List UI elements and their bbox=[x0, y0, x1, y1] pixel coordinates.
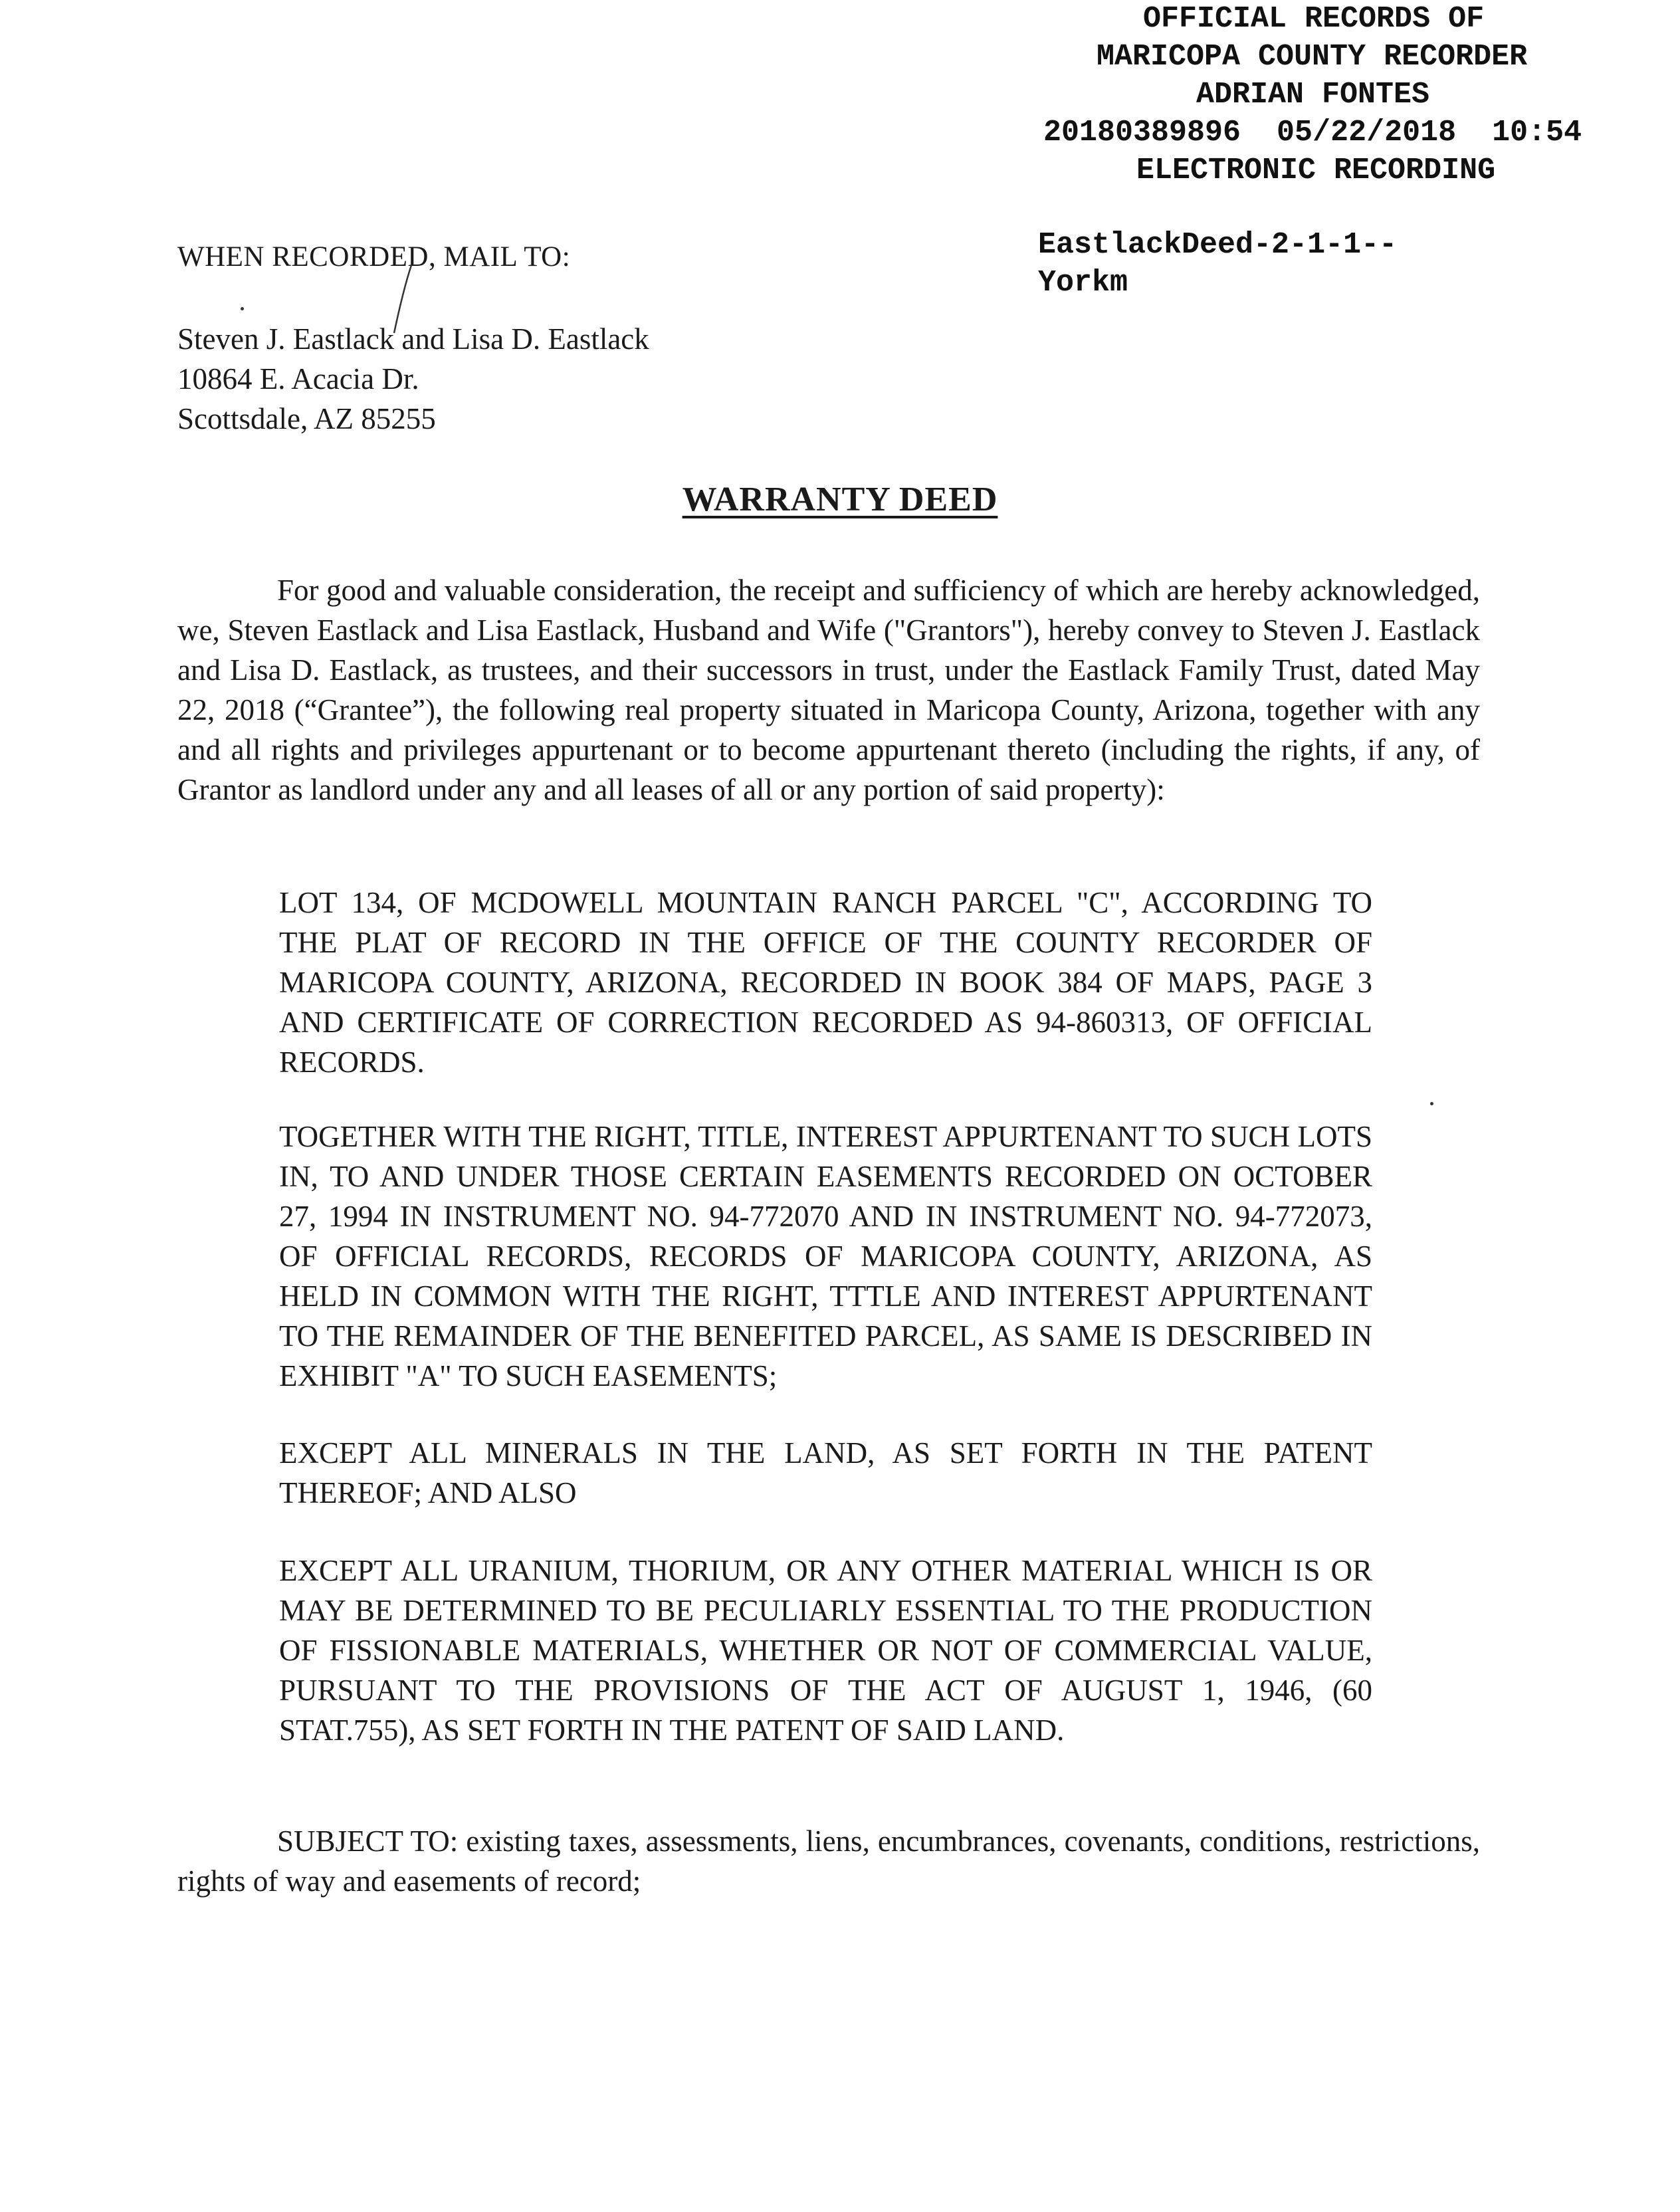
legal-description-uranium: EXCEPT ALL URANIUM, THORIUM, OR ANY OTHER MATERIAL WHICH IS OR MAY BE DETERMINED TO BE PECULIARLY ESSENTIAL TO THE PRODUCTION OF FISSIONABLE MATERIALS, WHETHER OR NOT OF COMMERCIAL VALUE, PURSUANT TO THE PROVISIONS OF THE ACT OF AUGUST 1, 1946, (60 STAT.755), AS SET FORTH IN THE PATENT OF SAID LAND. bbox=[279, 1554, 1372, 1747]
stray-dot bbox=[1430, 1102, 1433, 1105]
document-id bbox=[1038, 226, 1397, 302]
document-title bbox=[0, 480, 1680, 519]
document-title-text: WARRANTY DEED bbox=[682, 481, 998, 518]
intro-paragraph: For good and valuable consideration, the receipt and sufficiency of which are hereby acknowledged, we, Steven Eastlack and Lisa Eastlack, Husband and Wife ("Grantors"), hereby convey to Steven J. Eastlack and Lisa D. Eastlack, as trustees, and their successors in trust, under the Eastlack Family Trust, dated May 22, 2018 (“Grantee”), the following real property situated in Maricopa County, Arizona, together with any and all rights and privileges appurtenant or to become appurtenant thereto (including the rights, if any, of Grantor as landlord under any and all leases of all or any portion of said property): bbox=[177, 574, 1480, 806]
recorder-stamp bbox=[997, 0, 1648, 189]
legal-description-lot: LOT 134, OF MCDOWELL MOUNTAIN RANCH PARCEL "C", ACCORDING TO THE PLAT OF RECORD IN THE OFFICE OF THE COUNTY RECORDER OF MARICOPA COUNTY, ARIZONA, RECORDED IN BOOK 384 OF MAPS, PAGE 3 AND CERTIFICATE OF CORRECTION RECORDED AS 94-860313, OF OFFICIAL RECORDS. bbox=[279, 886, 1372, 1079]
stamp-line-2: MARICOPA COUNTY RECORDER bbox=[1097, 40, 1528, 74]
address-street: 10864 E. Acacia Dr. bbox=[177, 362, 419, 395]
mailing-address bbox=[177, 319, 649, 439]
subject-to-paragraph: SUBJECT TO: existing taxes, assessments, liens, encumbrances, covenants, conditions, restrictions, rights of way and easements of record; bbox=[177, 1825, 1480, 1898]
stamp-line-5: ELECTRONIC RECORDING bbox=[1136, 154, 1496, 187]
stamp-line-1: OFFICIAL RECORDS OF bbox=[1143, 2, 1485, 36]
stray-dot bbox=[241, 307, 244, 310]
mail-to-label: WHEN RECORDED, MAIL TO: bbox=[177, 241, 571, 273]
address-city: Scottsdale, AZ 85255 bbox=[177, 402, 436, 435]
legal-description-minerals: EXCEPT ALL MINERALS IN THE LAND, AS SET FORTH IN THE PATENT THEREOF; AND ALSO bbox=[279, 1436, 1372, 1509]
document-id-line-1: EastlackDeed-2-1-1-- bbox=[1038, 228, 1398, 262]
legal-description-easements: TOGETHER WITH THE RIGHT, TITLE, INTEREST APPURTENANT TO SUCH LOTS IN, TO AND UNDER THOSE CERTAIN EASEMENTS RECORDED ON OCTOBER 27, 1994 IN INSTRUMENT NO. 94-772070 AND IN INSTRUMENT NO. 94-772073, OF OFFICIAL RECORDS, RECORDS OF MARICOPA COUNTY, ARIZONA, AS HELD IN COMMON WITH THE RIGHT, TTTLE AND INTEREST APPURTENANT TO THE REMAINDER OF THE BENEFITED PARCEL, AS SAME IS DESCRIBED IN EXHIBIT "A" TO SUCH EASEMENTS; bbox=[279, 1120, 1372, 1392]
stamp-line-3: ADRIAN FONTES bbox=[1196, 78, 1430, 112]
address-name: Steven J. Eastlack and Lisa D. Eastlack bbox=[177, 322, 649, 356]
document-id-line-2: Yorkm bbox=[1038, 266, 1128, 300]
stamp-recording-number: 20180389896 05/22/2018 10:54 bbox=[1043, 116, 1582, 150]
